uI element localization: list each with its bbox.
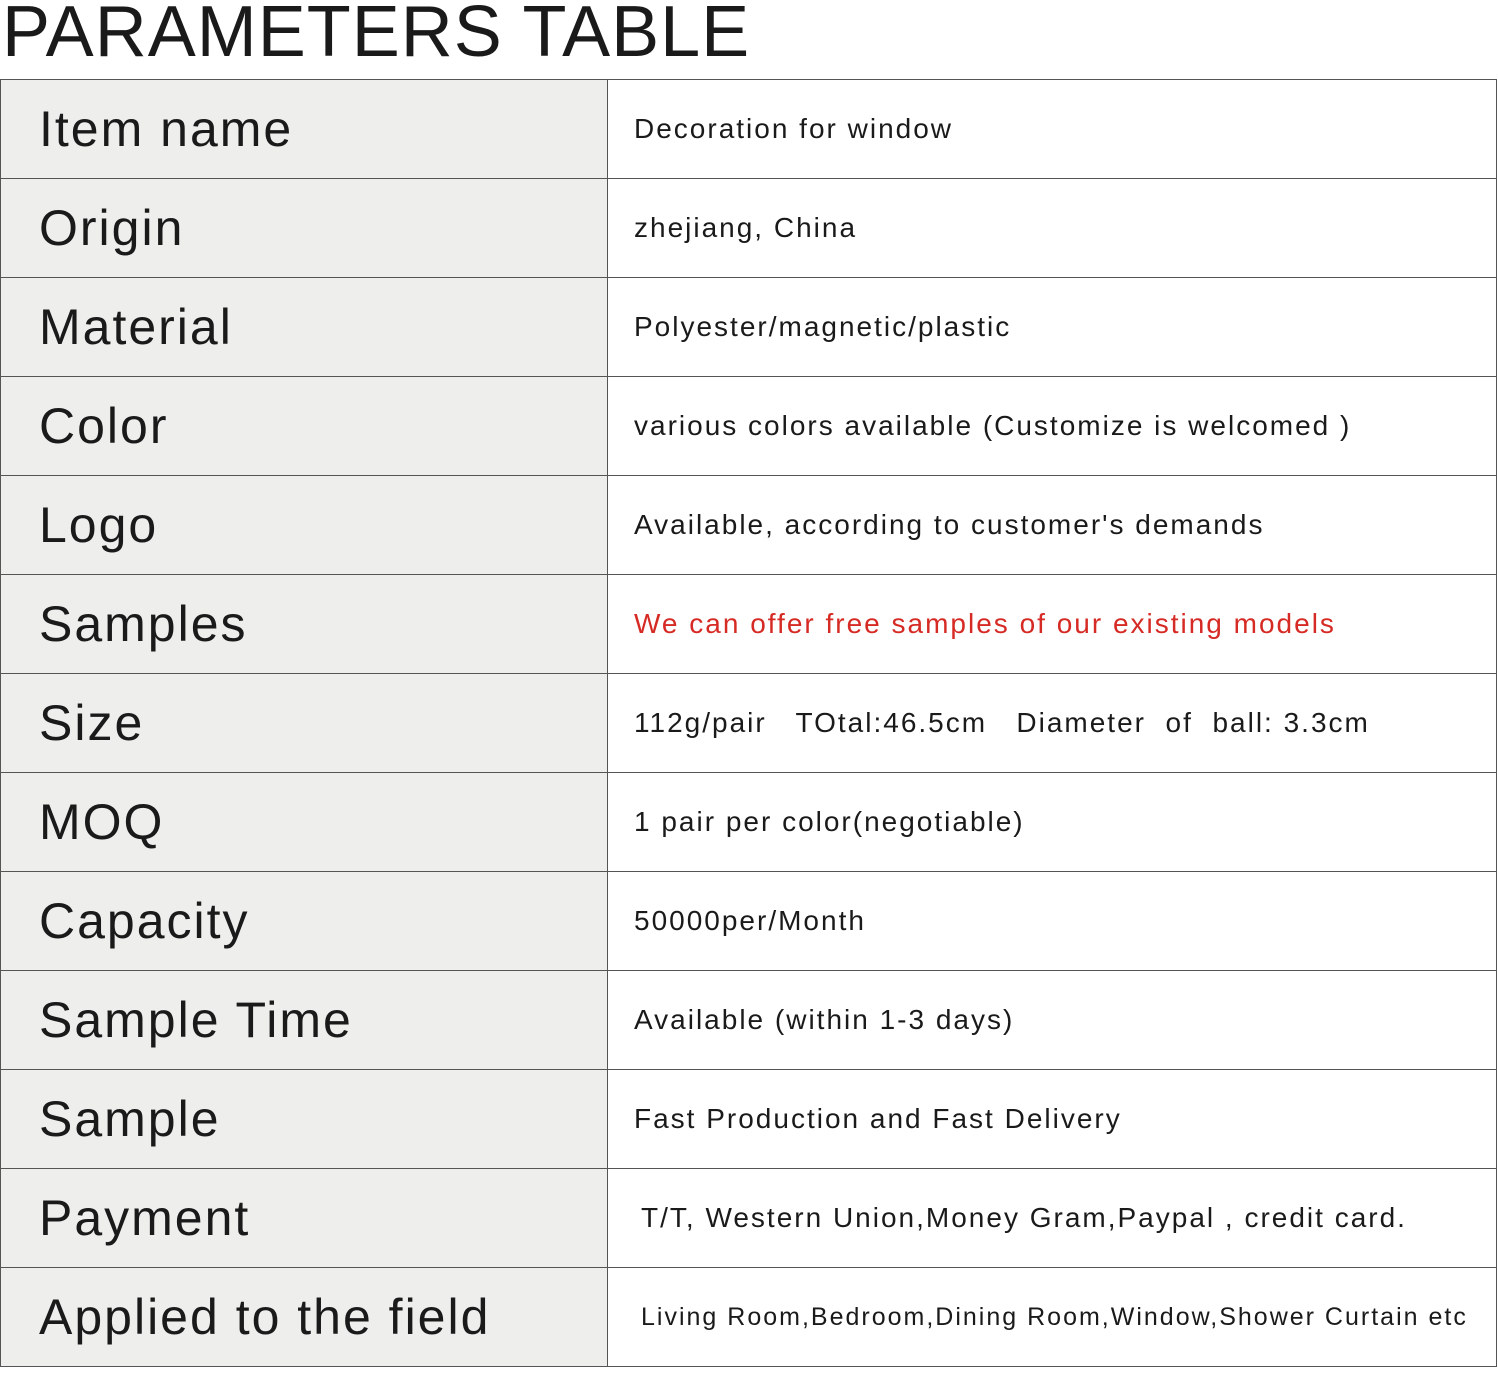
- row-label: Item name: [1, 80, 608, 179]
- table-row-material: [1, 278, 1497, 377]
- row-label: Capacity: [1, 872, 608, 971]
- row-label: Sample Time: [1, 971, 608, 1070]
- row-value: Available (within 1-3 days): [608, 971, 1497, 1070]
- row-value: Fast Production and Fast Delivery: [608, 1070, 1497, 1169]
- row-label: Size: [1, 674, 608, 773]
- page-title: PARAMETERS TABLE: [2, 0, 751, 72]
- table-row-color: [1, 377, 1497, 476]
- table-row-logo: [1, 476, 1497, 575]
- table-row-applied-field: [1, 1268, 1497, 1367]
- table-row-samples: [1, 575, 1497, 674]
- row-value: Decoration for window: [608, 80, 1497, 179]
- row-label: Sample: [1, 1070, 608, 1169]
- row-value: 50000per/Month: [608, 872, 1497, 971]
- row-label: Origin: [1, 179, 608, 278]
- row-value: zhejiang, China: [608, 179, 1497, 278]
- table-row-capacity: [1, 872, 1497, 971]
- row-value: Polyester/magnetic/plastic: [608, 278, 1497, 377]
- table-row-sample-time: [1, 971, 1497, 1070]
- table-row-origin: [1, 179, 1497, 278]
- row-value: T/T, Western Union,Money Gram,Paypal , credit card.: [608, 1169, 1497, 1268]
- row-label: Samples: [1, 575, 608, 674]
- row-value: Available, according to customer's demands: [608, 476, 1497, 575]
- row-label: Payment: [1, 1169, 608, 1268]
- row-value: various colors available (Customize is welcomed ): [608, 377, 1497, 476]
- table-row-item-name: [1, 80, 1497, 179]
- table-row-sample: [1, 1070, 1497, 1169]
- table-row-size: [1, 674, 1497, 773]
- table-row-moq: [1, 773, 1497, 872]
- parameters-table: [0, 79, 1497, 1367]
- row-label: Material: [1, 278, 608, 377]
- row-value: Living Room,Bedroom,Dining Room,Window,Shower Curtain etc: [608, 1268, 1497, 1367]
- row-label: Logo: [1, 476, 608, 575]
- row-label: MOQ: [1, 773, 608, 872]
- table-row-payment: [1, 1169, 1497, 1268]
- row-label: Applied to the field: [1, 1268, 608, 1367]
- row-label: Color: [1, 377, 608, 476]
- row-value: 1 pair per color(negotiable): [608, 773, 1497, 872]
- row-value-highlight: We can offer free samples of our existing models: [608, 575, 1497, 674]
- row-value: 112g/pair TOtal:46.5cm Diameter of ball: 3.3cm: [608, 674, 1497, 773]
